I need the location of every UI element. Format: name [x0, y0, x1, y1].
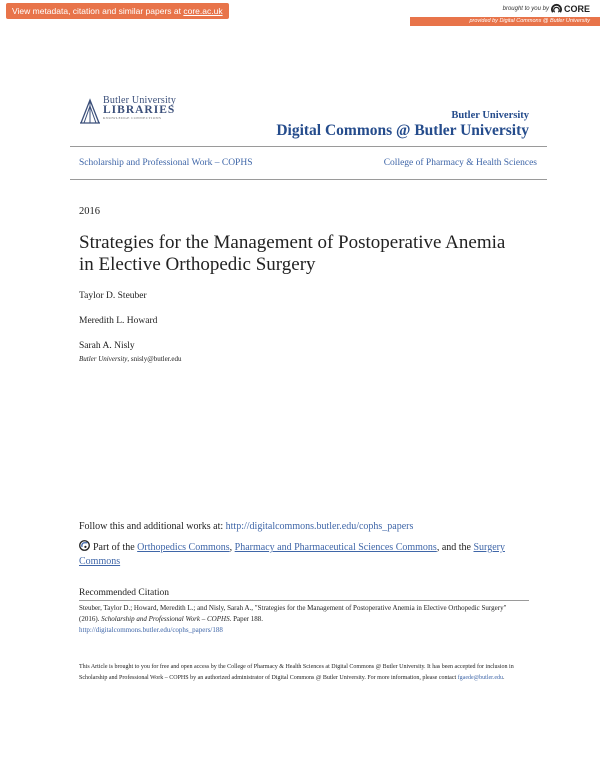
recommended-citation-heading: Recommended Citation [79, 588, 169, 598]
footer-end: . [503, 674, 505, 681]
site-title[interactable]: Digital Commons @ Butler University [276, 122, 529, 139]
divider-nav [70, 179, 547, 180]
core-link-domain[interactable]: core.ac.uk [183, 6, 223, 16]
part-of-line [79, 540, 519, 569]
author-2: Meredith L. Howard [79, 316, 158, 326]
brought-to-you-by [503, 3, 590, 14]
footer-notice [79, 662, 529, 683]
part-of-sep2: , and the [436, 542, 474, 553]
orthopedics-commons-link[interactable]: Orthopedics Commons [137, 542, 230, 553]
divider-top [70, 146, 547, 147]
university-name[interactable]: Butler University [451, 110, 529, 121]
series-link[interactable]: Scholarship and Professional Work – COPHS [79, 158, 253, 168]
libraries-emblem-icon [79, 97, 101, 125]
part-of-sep1: , [229, 542, 235, 553]
follow-label: Follow this and additional works at: [79, 521, 226, 532]
publication-year: 2016 [79, 206, 100, 217]
follow-line [79, 521, 413, 532]
affiliation-org: Butler University [79, 355, 128, 363]
affiliation-email: , snisly@butler.edu [127, 355, 182, 363]
core-metadata-link[interactable] [6, 3, 229, 19]
author-1: Taylor D. Steuber [79, 291, 147, 301]
citation-url-link[interactable]: http://digitalcommons.butler.edu/cophs_papers/188 [79, 626, 223, 634]
citation-series: Scholarship and Professional Work – COPHS. [101, 615, 232, 623]
core-logo[interactable] [551, 3, 590, 14]
citation-part1: Steuber, Taylor D.; Howard, Meredith L.; and Nisly, Sarah A., "Strategies for the Management of Postoperative Anemia in Elective Orthopedic Surgery" (2016). [79, 604, 507, 623]
footer-text: This Article is brought to you for free and open access by the College of Pharmacy & Health Sciences at Digital Commons @ Butler University. It has been accepted for inclusion in Scholarship and Professional Work – COPHS by an authorized administrator of Digital Commons @ Butler University. For more information, please contact [79, 664, 514, 681]
logo-university-text: Butler University [103, 95, 177, 106]
core-logo-text: CORE [563, 3, 590, 14]
provided-by[interactable]: provided by Digital Commons @ Butler University [410, 17, 600, 26]
core-banner [0, 0, 600, 24]
college-link[interactable]: College of Pharmacy & Health Sciences [383, 158, 537, 168]
author-3: Sarah A. Nisly [79, 341, 135, 351]
pharmacy-commons-link[interactable]: Pharmacy and Pharmaceutical Sciences Commons [234, 542, 437, 553]
core-ring-icon [551, 3, 562, 14]
citation-text [79, 603, 509, 636]
divider-citation [79, 600, 529, 601]
logo-libraries-text: LIBRARIES [103, 104, 176, 116]
open-access-icon [79, 540, 90, 551]
core-link-prefix: View metadata, citation and similar papers at [12, 6, 184, 16]
citation-part2: Paper 188. [231, 615, 264, 623]
paper-title: Strategies for the Management of Postoperative Anemia in Elective Orthopedic Surgery [79, 232, 506, 275]
brought-to-you-label: brought to you by [502, 5, 549, 12]
surgery-commons-link[interactable]: Surgery Commons [79, 542, 505, 567]
collection-url-link[interactable]: http://digitalcommons.butler.edu/cophs_papers [225, 521, 414, 532]
butler-libraries-logo[interactable] [79, 95, 189, 127]
contact-email-link[interactable]: fgaede@butler.edu [457, 674, 503, 681]
part-of-prefix: Part of the [93, 542, 138, 553]
author-affiliation [79, 355, 182, 363]
logo-tagline: KNOWLEDGE CONNECTIONS [103, 116, 162, 120]
